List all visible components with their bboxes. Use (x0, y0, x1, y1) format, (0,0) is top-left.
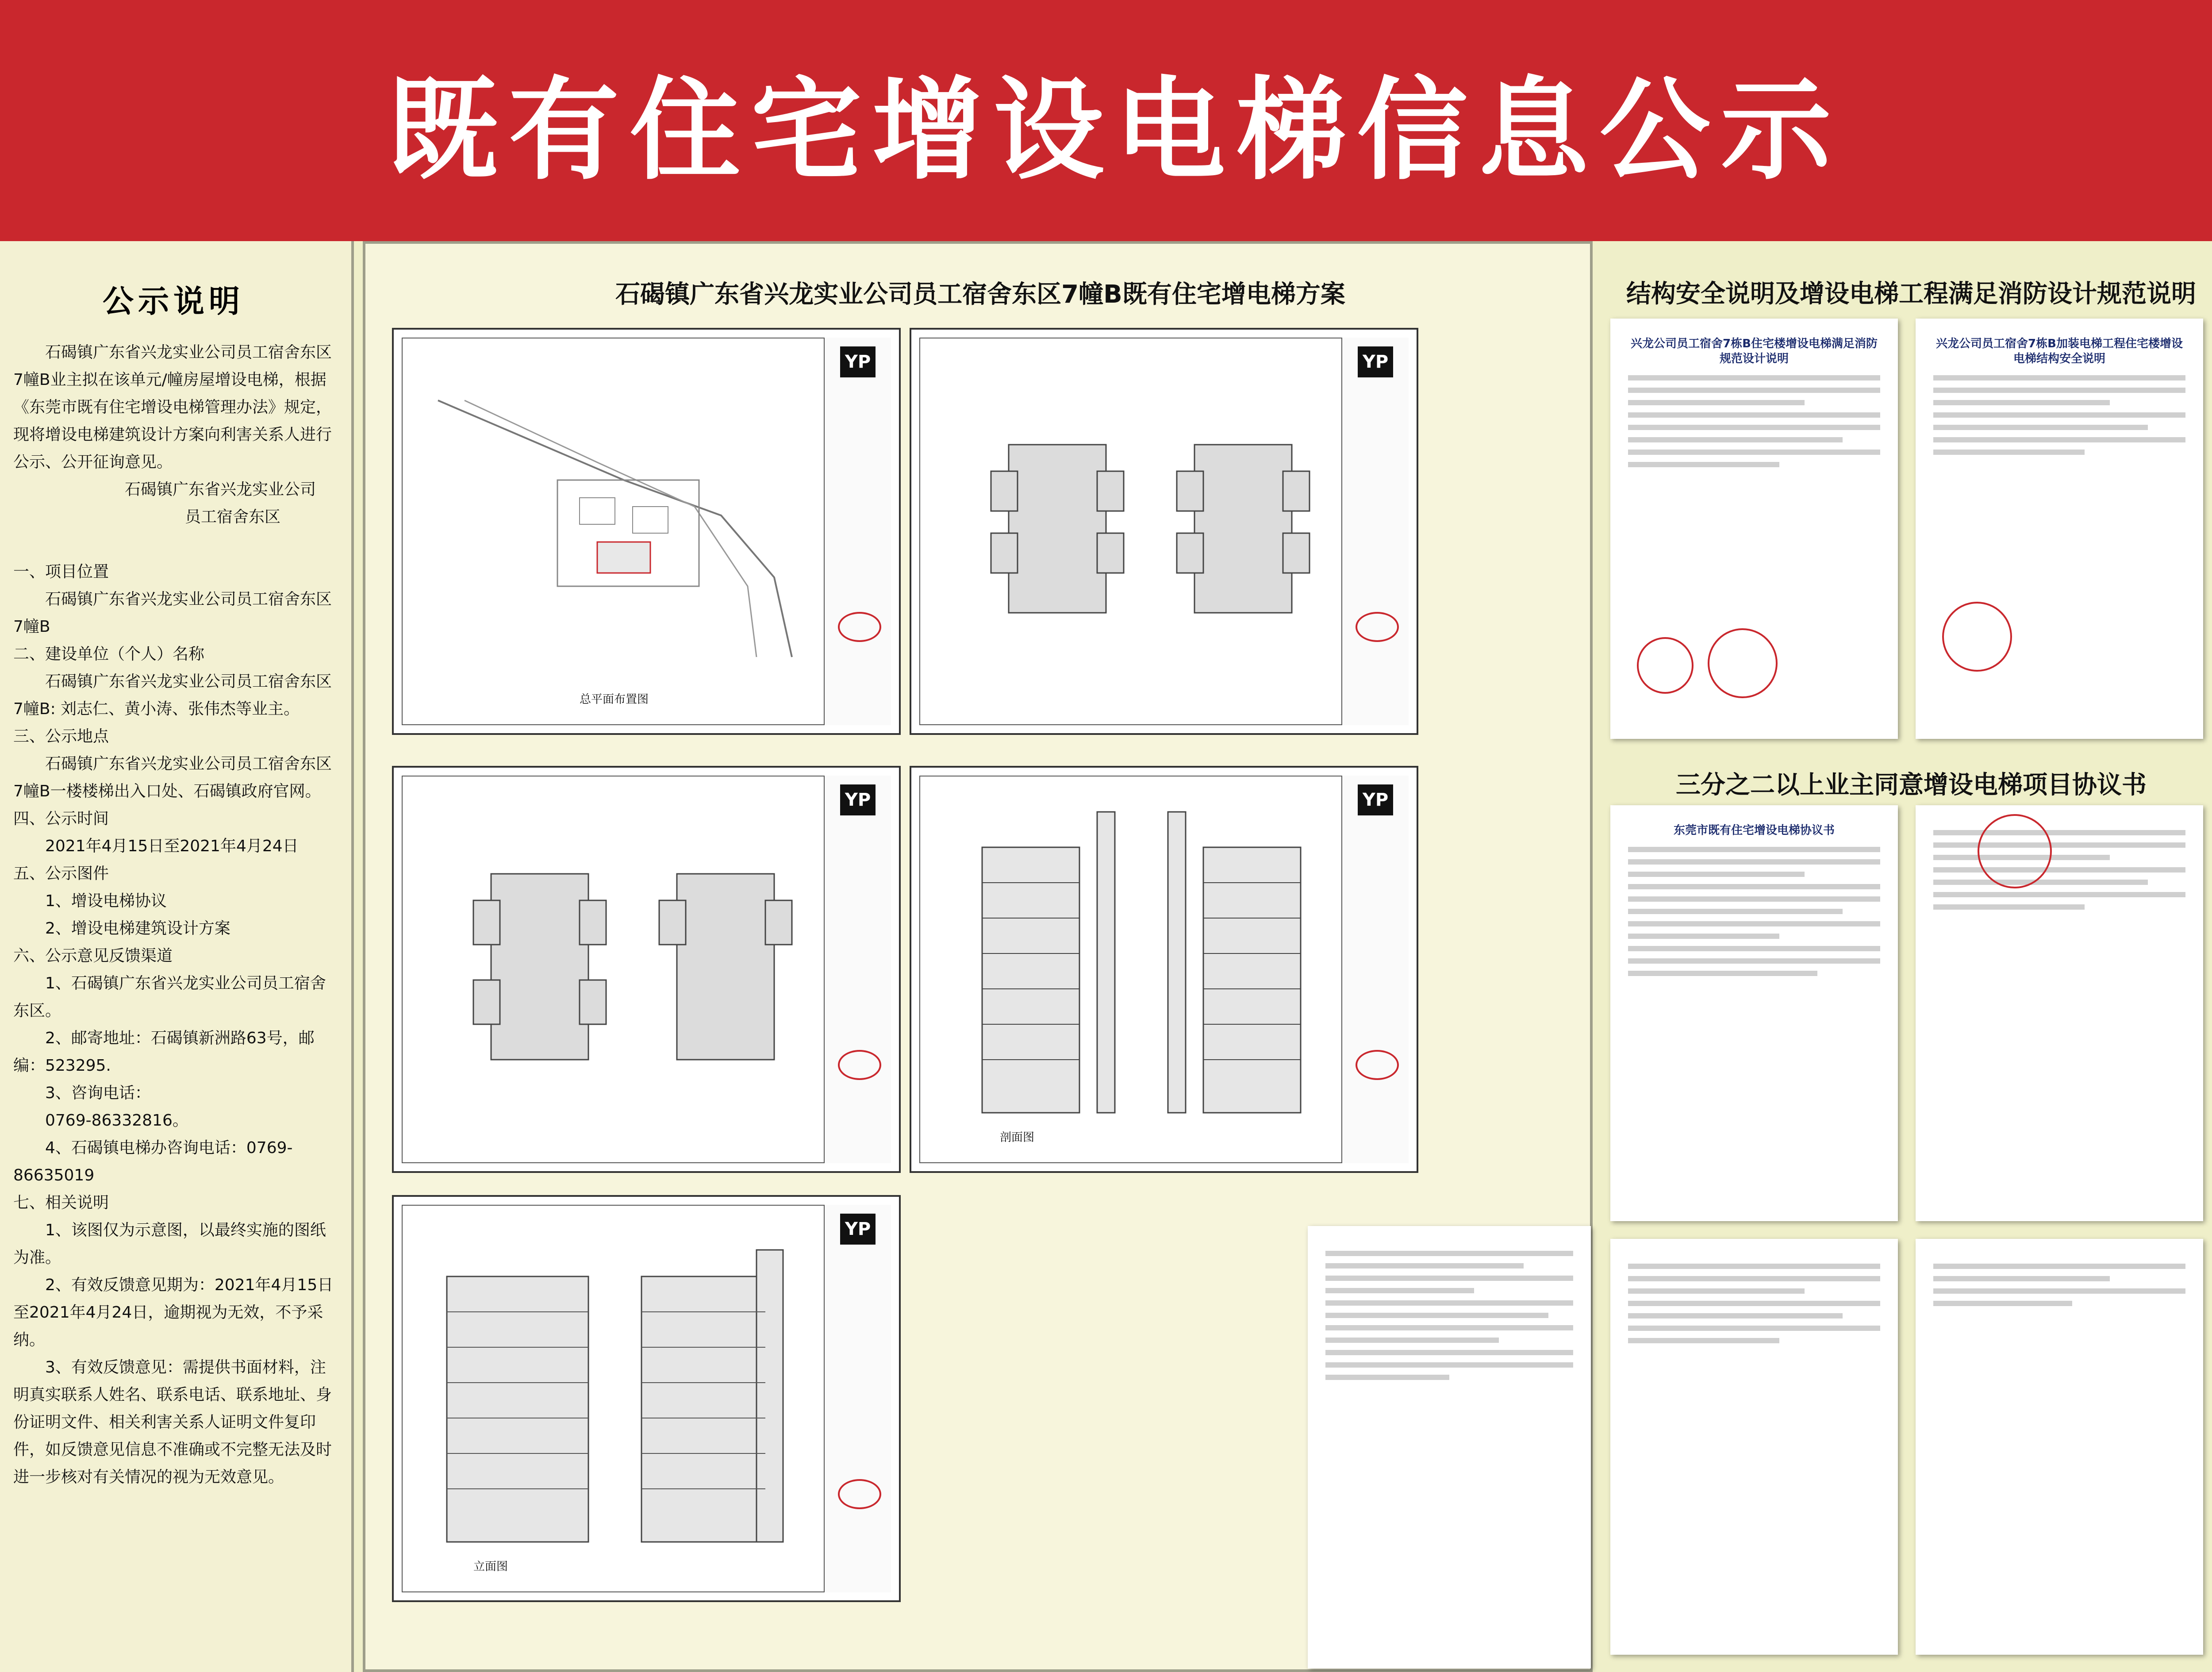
notice-panel (0, 241, 354, 1672)
floor-plan-drawing (929, 356, 1336, 710)
title-block (1341, 338, 1409, 725)
page-title: 既有住宅增设电梯信息公示 (387, 65, 1842, 195)
seal-stamp (1942, 602, 2012, 672)
section-3-body: 石碣镇广东省兴龙实业公司员工宿舍东区7幢B一楼楼梯出入口处、石碣镇政府官网。 (13, 755, 332, 800)
approval-stamp (1356, 612, 1399, 642)
section-6-item-3: 3、咨询电话： (45, 1084, 151, 1102)
drawing-sheet-sections (910, 766, 1418, 1173)
design-plan-title: 石碣镇广东省兴龙实业公司员工宿舍东区7幢B既有住宅增电梯方案 (615, 280, 1345, 309)
site-plan-caption: 总平面布置图 (580, 693, 649, 706)
safety-section-title: 结构安全说明及增设电梯工程满足消防设计规范说明 (1626, 280, 2196, 308)
design-plan-frame (363, 241, 1593, 1672)
section-6-item-4: 4、石碣镇电梯办咨询电话：0769-86635019 (13, 1139, 293, 1184)
roof-plan-drawing (411, 794, 818, 1148)
firm-logo: YP (1358, 346, 1393, 377)
title-block (824, 776, 891, 1163)
fire-safety-document (1610, 319, 1898, 739)
title-block (824, 1205, 891, 1592)
section-6-item-2: 2、邮寄地址：石碣镇新洲路63号，邮编：523295. (13, 1029, 315, 1075)
section-5-item-1: 1、增设电梯协议 (45, 892, 167, 910)
section-7-item-1: 1、该图仅为示意图，以最终实施的图纸为准。 (13, 1221, 326, 1267)
approval-stamp (838, 1479, 881, 1509)
section-4-title: 四、公示时间 (13, 810, 109, 828)
agreement-page-2 (1308, 1226, 1591, 1668)
section-2-body: 石碣镇广东省兴龙实业公司员工宿舍东区7幢B: 刘志仁、黄小涛、张伟杰等业主。 (13, 673, 332, 718)
section-6-item-3-phone: 0769-86332816。 (45, 1111, 188, 1130)
section-6-item-1: 1、石碣镇广东省兴龙实业公司员工宿舍东区。 (13, 974, 326, 1020)
agreement-page-5 (1916, 1239, 2203, 1655)
section-5-item-2: 2、增设电梯建筑设计方案 (45, 919, 230, 938)
agreement-page-3 (1916, 805, 2203, 1221)
drawing-sheet-roof-plans (392, 766, 901, 1173)
approval-stamp (838, 1050, 881, 1080)
section-7-item-3: 3、有效反馈意见：需提供书面材料，注明真实联系人姓名、联系电话、联系地址、身份证明文件、相关利害关系人证明文件复印件，如反馈意见信息不准确或不完整无法及时进一步核对有关情况的视为无效意见。 (13, 1358, 332, 1486)
elevation-caption: 立面图 (473, 1560, 508, 1573)
section-caption: 剖面图 (1000, 1131, 1035, 1144)
fire-safety-doc-title: 兴龙公司员工宿舍7栋B住宅楼增设电梯满足消防规范设计说明 (1631, 337, 1878, 365)
structure-safety-doc-title: 兴龙公司员工宿舍7栋B加装电梯工程住宅楼增设电梯结构安全说明 (1936, 337, 2183, 365)
title-block (824, 338, 891, 725)
seal-stamp (1637, 637, 1694, 694)
firm-logo: YP (840, 346, 876, 377)
drawing-sheet-site-plan (392, 328, 901, 735)
notice-signer-1: 石碣镇广东省兴龙实业公司 (124, 480, 316, 499)
approval-stamp (838, 612, 881, 642)
agreement-section-title: 三分之二以上业主同意增设电梯项目协议书 (1676, 771, 2147, 799)
section-3-title: 三、公示地点 (13, 727, 109, 746)
drawing-sheet-floor-plans (910, 328, 1418, 735)
notice-intro: 石碣镇广东省兴龙实业公司员工宿舍东区7幢B业主拟在该单元/幢房屋增设电梯，根据《东莞市既有住宅增设电梯管理办法》规定，现将增设电梯建筑设计方案向利害关系人进行公示、公开征询意见。 (13, 343, 332, 471)
notice-heading: 公示说明 (103, 283, 244, 319)
firm-logo: YP (840, 784, 876, 815)
section-2-title: 二、建设单位（个人）名称 (13, 645, 205, 663)
section-6-title: 六、公示意见反馈渠道 (13, 947, 173, 965)
section-7-title: 七、相关说明 (13, 1194, 109, 1212)
seal-stamp (1978, 814, 2052, 888)
firm-logo: YP (840, 1214, 876, 1245)
agreement-page-1 (1610, 805, 1898, 1221)
section-7-item-2: 2、有效反馈意见期为：2021年4月15日至2021年4月24日，逾期视为无效，不予采纳。 (13, 1276, 334, 1349)
section-1-body: 石碣镇广东省兴龙实业公司员工宿舍东区7幢B (13, 590, 332, 636)
section-5-title: 五、公示图件 (13, 865, 109, 883)
agreement-doc-title: 东莞市既有住宅增设电梯协议书 (1673, 824, 1835, 837)
agreement-page-4 (1610, 1239, 1898, 1655)
site-plan-drawing (411, 347, 810, 684)
approval-stamp (1356, 1050, 1399, 1080)
section-drawing (929, 794, 1336, 1139)
seal-stamp (1708, 628, 1778, 698)
notice-signer-2: 员工宿舍东区 (184, 508, 280, 526)
section-1-title: 一、项目位置 (13, 563, 109, 581)
firm-logo: YP (1358, 784, 1393, 815)
section-4-body: 2021年4月15日至2021年4月24日 (45, 837, 299, 855)
structure-safety-document (1916, 319, 2203, 739)
elevation-drawing (411, 1223, 818, 1568)
drawing-sheet-elevations (392, 1195, 901, 1602)
header-banner (0, 0, 2212, 241)
title-block (1341, 776, 1409, 1163)
